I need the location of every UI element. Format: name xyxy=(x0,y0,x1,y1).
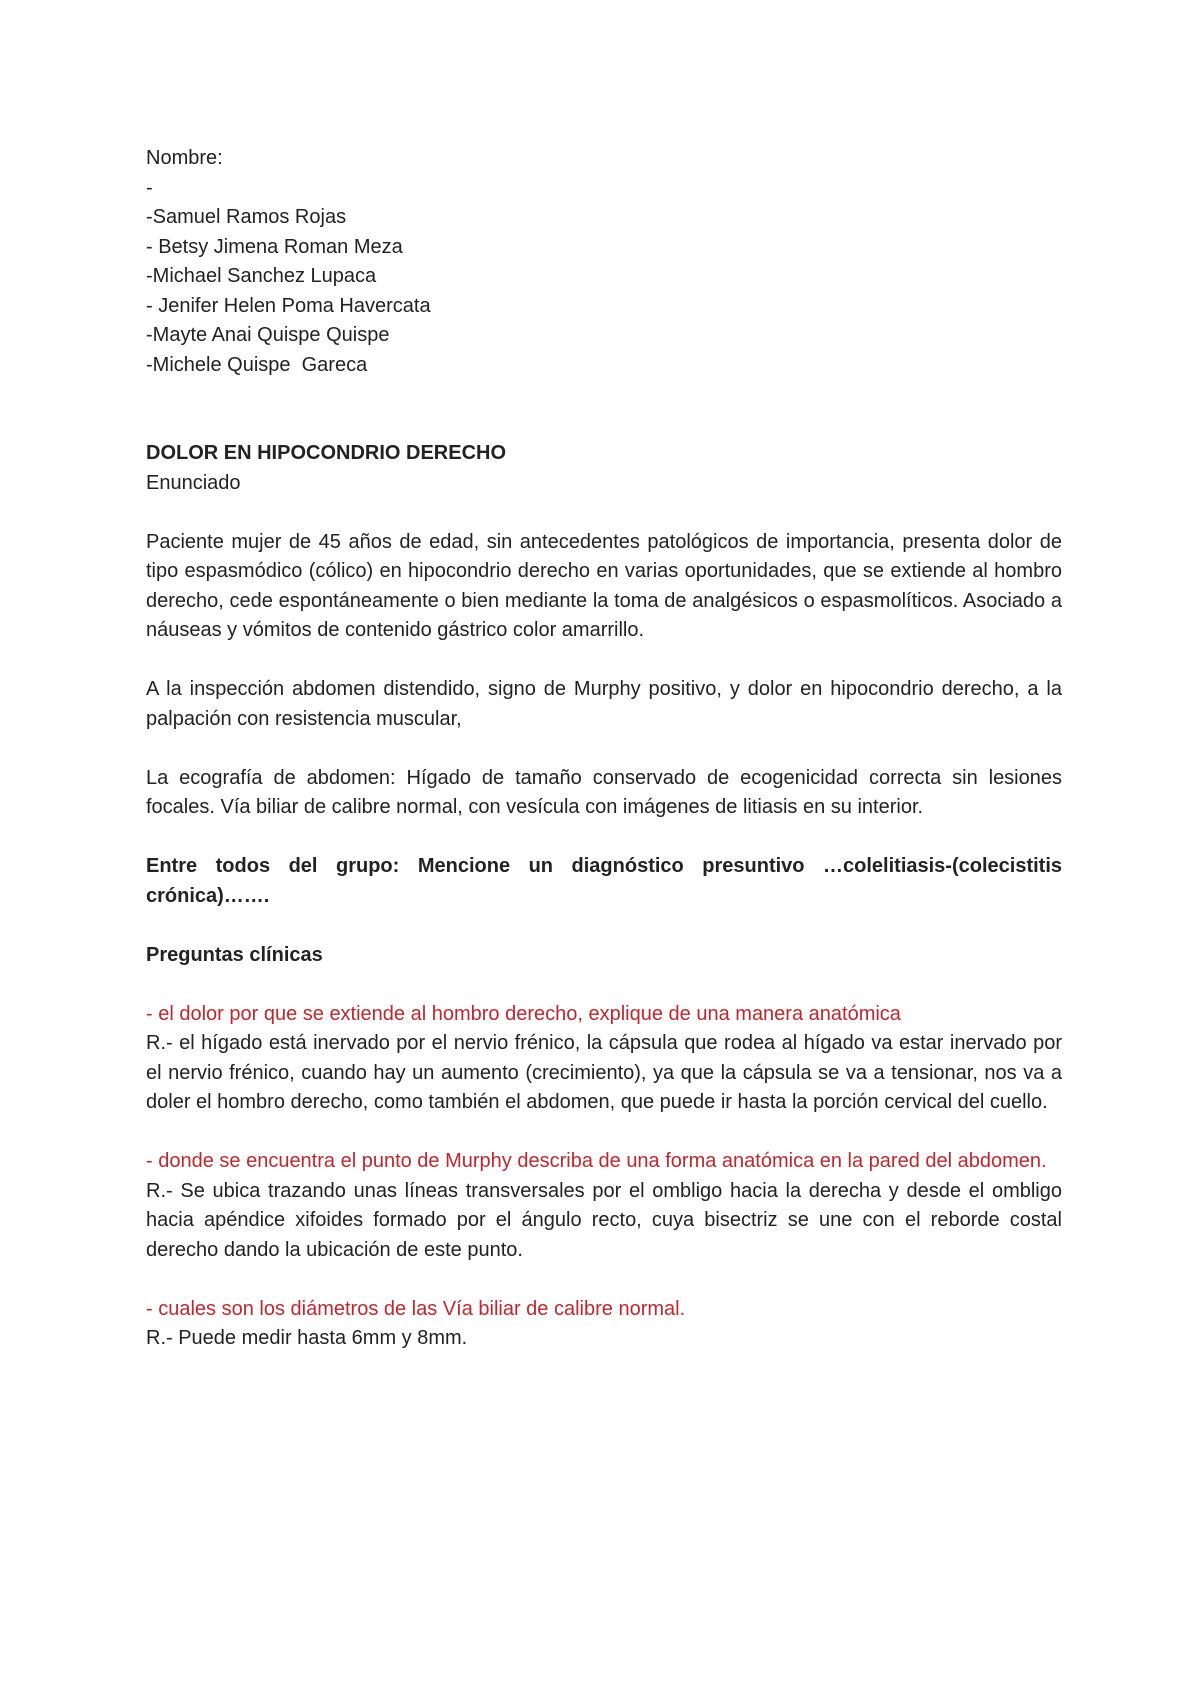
diagnosis-text: Entre todos del grupo: Mencione un diagnóstico presuntivo …colelitiasis-(colecistitis crónica)……. xyxy=(146,855,1062,907)
case-paragraph: A la inspección abdomen distendido, signo de Murphy positivo, y dolor en hipocondrio derecho, a la palpación con resistencia muscular, xyxy=(146,678,1062,730)
question-text: - el dolor por que se extiende al hombro derecho, explique de una manera anatómica xyxy=(146,1002,901,1025)
name-line: - Betsy Jimena Roman Meza xyxy=(146,235,403,258)
spacer xyxy=(146,498,1062,528)
name-line: -Michael Sanchez Lupaca xyxy=(146,265,377,287)
spacer xyxy=(146,911,1062,941)
names-label: Nombre: xyxy=(146,147,223,169)
answer-text: R.- Se ubica trazando unas líneas transversales por el ombligo hacia la derecha y desde el ombligo hacia apéndice xifoides formado por el ángulo recto, cuya bisectriz se une con el reborde costal derecho dando la ubicación de este punto. xyxy=(146,1179,1062,1261)
spacer xyxy=(146,734,1062,764)
name-line: -Samuel Ramos Rojas xyxy=(146,206,347,228)
spacer xyxy=(146,1118,1062,1148)
spacer xyxy=(146,823,1062,853)
spacer xyxy=(146,646,1062,676)
question-text: - donde se encuentra el punto de Murphy describa de una forma anatómica en la pared del abdomen. xyxy=(146,1150,1047,1172)
name-line: -Mayte Anai Quispe Quispe xyxy=(146,324,390,346)
questions-heading: Preguntas clínicas xyxy=(146,943,323,966)
answer-text: R.- Puede medir hasta 6mm y 8mm. xyxy=(146,1327,468,1349)
case-paragraph: Paciente mujer de 45 años de edad, sin antecedentes patológicos de importancia, presenta dolor de tipo espasmódico (cólico) en hipocondrio derecho en varias oportunidades, que se extiende al hombro derecho, cede espontáneamente o bien mediante la toma de analgésicos o espasmolíticos. Asociado a náuseas y vómitos de contenido gástrico color amarrillo. xyxy=(146,530,1062,641)
spacer xyxy=(146,970,1062,1000)
document-page xyxy=(146,144,1062,1354)
question-text: - cuales son los diámetros de las Vía biliar de calibre normal. xyxy=(146,1297,686,1320)
answer-text: R.- el hígado está inervado por el nervio frénico, la cápsula que rodea al hígado va estar inervado por el nervio frénico, cuando hay un aumento (crecimiento), ya que la cápsula se va a tensionar, nos va a doler el hombro derecho, como también el abdomen, que puede ir hasta la porción cervical del cuello. xyxy=(146,1032,1062,1113)
name-line: -Michele Quispe Gareca xyxy=(146,353,368,376)
case-paragraph: La ecografía de abdomen: Hígado de tamaño conservado de ecogenicidad correcta sin lesiones focales. Vía biliar de calibre normal, con vesícula con imágenes de litiasis en su interior. xyxy=(146,766,1062,818)
case-title: DOLOR EN HIPOCONDRIO DERECHO xyxy=(146,442,507,464)
name-line: - xyxy=(146,176,153,199)
spacer xyxy=(146,1265,1062,1295)
spacer xyxy=(146,380,1062,439)
case-subtitle: Enunciado xyxy=(146,471,241,494)
name-line: - Jenifer Helen Poma Havercata xyxy=(146,294,431,317)
